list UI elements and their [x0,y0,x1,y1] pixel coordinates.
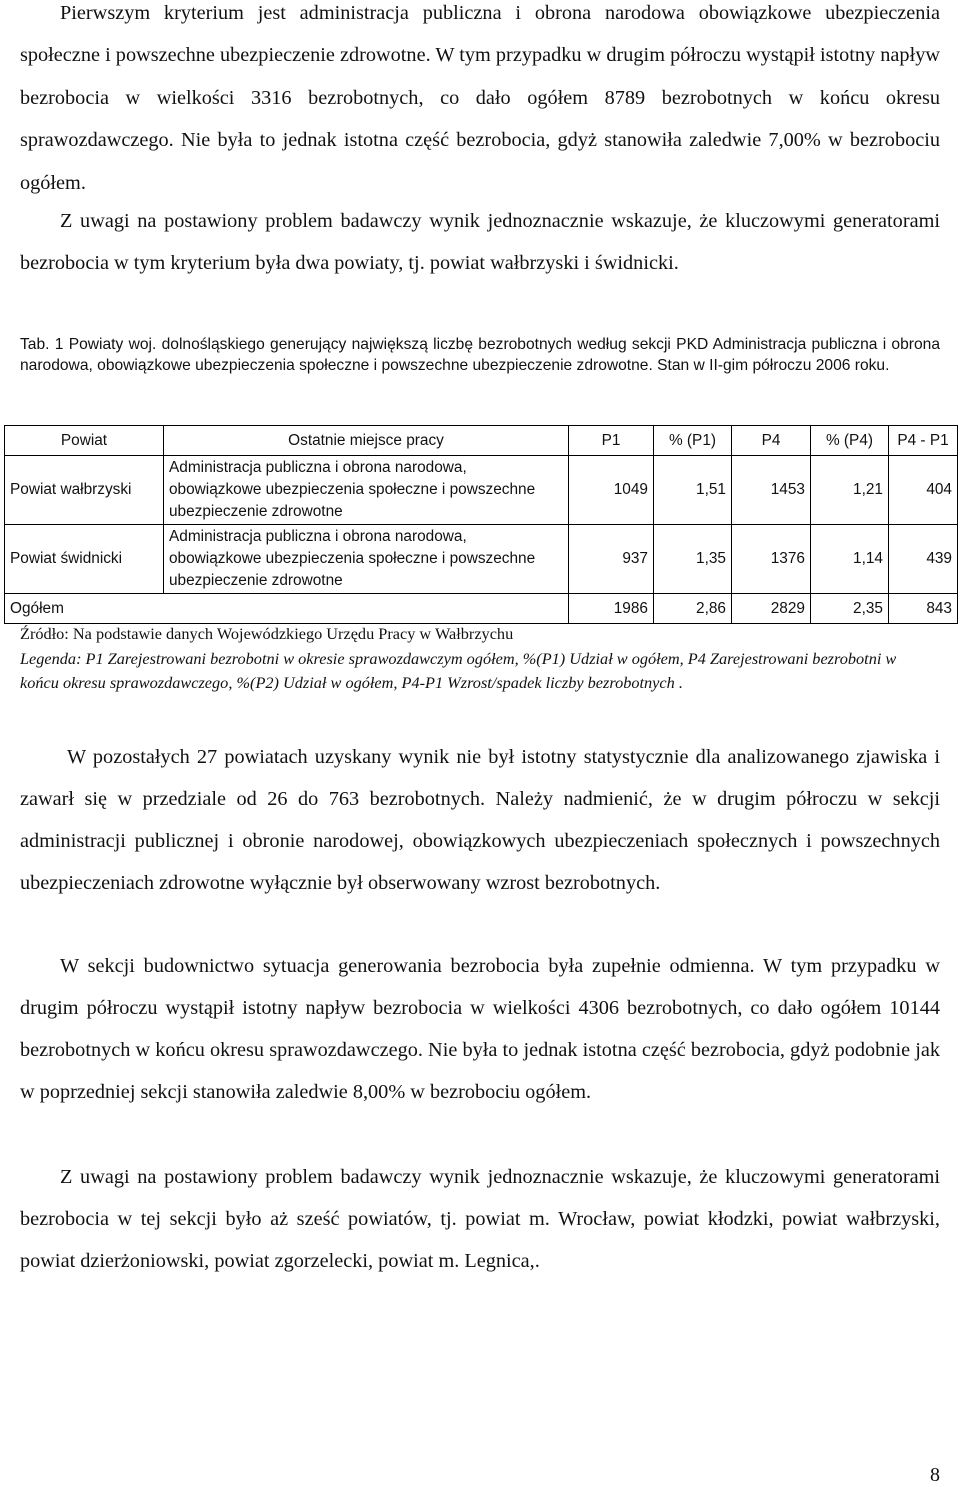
cell-p4: 1376 [732,525,811,594]
paragraph-conclusion-criterion-1: Z uwagi na postawiony problem badawczy wynik jednoznacznie wskazuje, że kluczowymi generatorami bezrobocia w tym kryterium była dwa powiaty, tj. powiat wałbrzyski i świdnicki. [20,210,940,275]
cell-p4: 1453 [732,456,811,525]
table-caption: Tab. 1 Powiaty woj. dolnośląskiego generujący największą liczbę bezrobotnych według sekcji PKD Administracja publiczna i obrona narodowa, obowiązkowe ubezpieczenia społeczne i powszechne ubezpieczenie zdrowotne. Stan w II-gim półroczu 2006 roku. [20,336,940,375]
paragraph-conclusion-construction: Z uwagi na postawiony problem badawczy wynik jednoznacznie wskazuje, że kluczowymi generatorami bezrobocia w tej sekcji było aż sześć powiatów, tj. powiat m. Wrocław, powiat kłodzki, powiat wałbrzyski, powiat dzierżoniowski, powiat zgorzelecki, powiat m. Legnica,. [20,1166,940,1272]
cell-p4-percent: 1,21 [811,456,889,525]
cell-p1-percent: 1,35 [654,525,732,594]
table-row [5,525,958,594]
cell-p1: 1049 [569,456,654,525]
cell-sector: Administracja publiczna i obrona narodowa, obowiązkowe ubezpieczenia społeczne i powszechne ubezpieczenie zdrowotne [164,525,569,594]
cell-powiat: Powiat wałbrzyski [5,456,164,525]
cell-total-p1: 1986 [569,594,654,624]
table-header-row [5,426,958,456]
table-legend: Legenda: P1 Zarejestrowani bezrobotni w okresie sprawozdawczym ogółem, %(P1) Udział w ogółem, P4 Zarejestrowani bezrobotni w końcu okresu sprawozdawczego, %(P2) Udział w ogółem, P4-P1 Wzrost/spadek liczby bezrobotnych . [20,649,897,693]
table-row [5,456,958,525]
cell-total-difference: 843 [889,594,958,624]
header-p1: P1 [569,426,654,456]
cell-total-p4-percent: 2,35 [811,594,889,624]
paragraph-construction-section: W sekcji budownictwo sytuacja generowania bezrobocia była zupełnie odmienna. W tym przypadku w drugim półroczu wystąpił istotny napływ bezrobocia w wielkości 4306 bezrobotnych, co dało ogółem 10144 bezrobotnych w końcu okresu sprawozdawczego. Nie była to jednak istotna część bezrobocia, gdyż podobnie jak w poprzedniej sekcji stanowiła zaledwie 8,00% w bezrobociu ogółem. [20,955,940,1103]
cell-total-p1-percent: 2,86 [654,594,732,624]
cell-total-p4: 2829 [732,594,811,624]
cell-p4-percent: 1,14 [811,525,889,594]
cell-difference: 439 [889,525,958,594]
page-number: 8 [930,1464,940,1486]
cell-sector: Administracja publiczna i obrona narodowa, obowiązkowe ubezpieczenia społeczne i powszechne ubezpieczenie zdrowotne [164,456,569,525]
unemployment-table [4,425,958,624]
header-p4-percent: % (P4) [811,426,889,456]
table-total-row [5,594,958,624]
header-last-workplace: Ostatnie miejsce pracy [164,426,569,456]
table-source: Źródło: Na podstawie danych Wojewódzkiego Urzędu Pracy w Wałbrzychu [20,624,514,643]
paragraph-remaining-districts: W pozostałych 27 powiatach uzyskany wynik nie był istotny statystycznie dla analizowanego zjawiska i zawarł się w przedziale od 26 do 763 bezrobotnych. Należy nadmienić, że w drugim półroczu w sekcji administracji publicznej i obronie narodowej, obowiązkowych ubezpieczeniach społecznych i powszechnych ubezpieczeniach zdrowotne wyłącznie był obserwowany wzrost bezrobotnych. [20,746,940,894]
header-p1-percent: % (P1) [654,426,732,456]
header-powiat: Powiat [5,426,164,456]
cell-p1: 937 [569,525,654,594]
paragraph-first-criterion: Pierwszym kryterium jest administracja publiczna i obrona narodowa obowiązkowe ubezpieczenia społeczne i powszechne ubezpieczenie zdrowotne. W tym przypadku w drugim półroczu wystąpił istotny napływ bezrobocia w wielkości 3316 bezrobotnych, co dało ogółem 8789 bezrobotnych w końcu okresu sprawozdawczego. Nie była to jednak istotna część bezrobocia, gdyż stanowiła zaledwie 7,00% w bezrobociu ogółem. [20,2,940,194]
cell-p1-percent: 1,51 [654,456,732,525]
header-p4: P4 [732,426,811,456]
cell-powiat: Powiat świdnicki [5,525,164,594]
cell-difference: 404 [889,456,958,525]
cell-total-label: Ogółem [5,594,569,624]
header-difference: P4 - P1 [889,426,958,456]
